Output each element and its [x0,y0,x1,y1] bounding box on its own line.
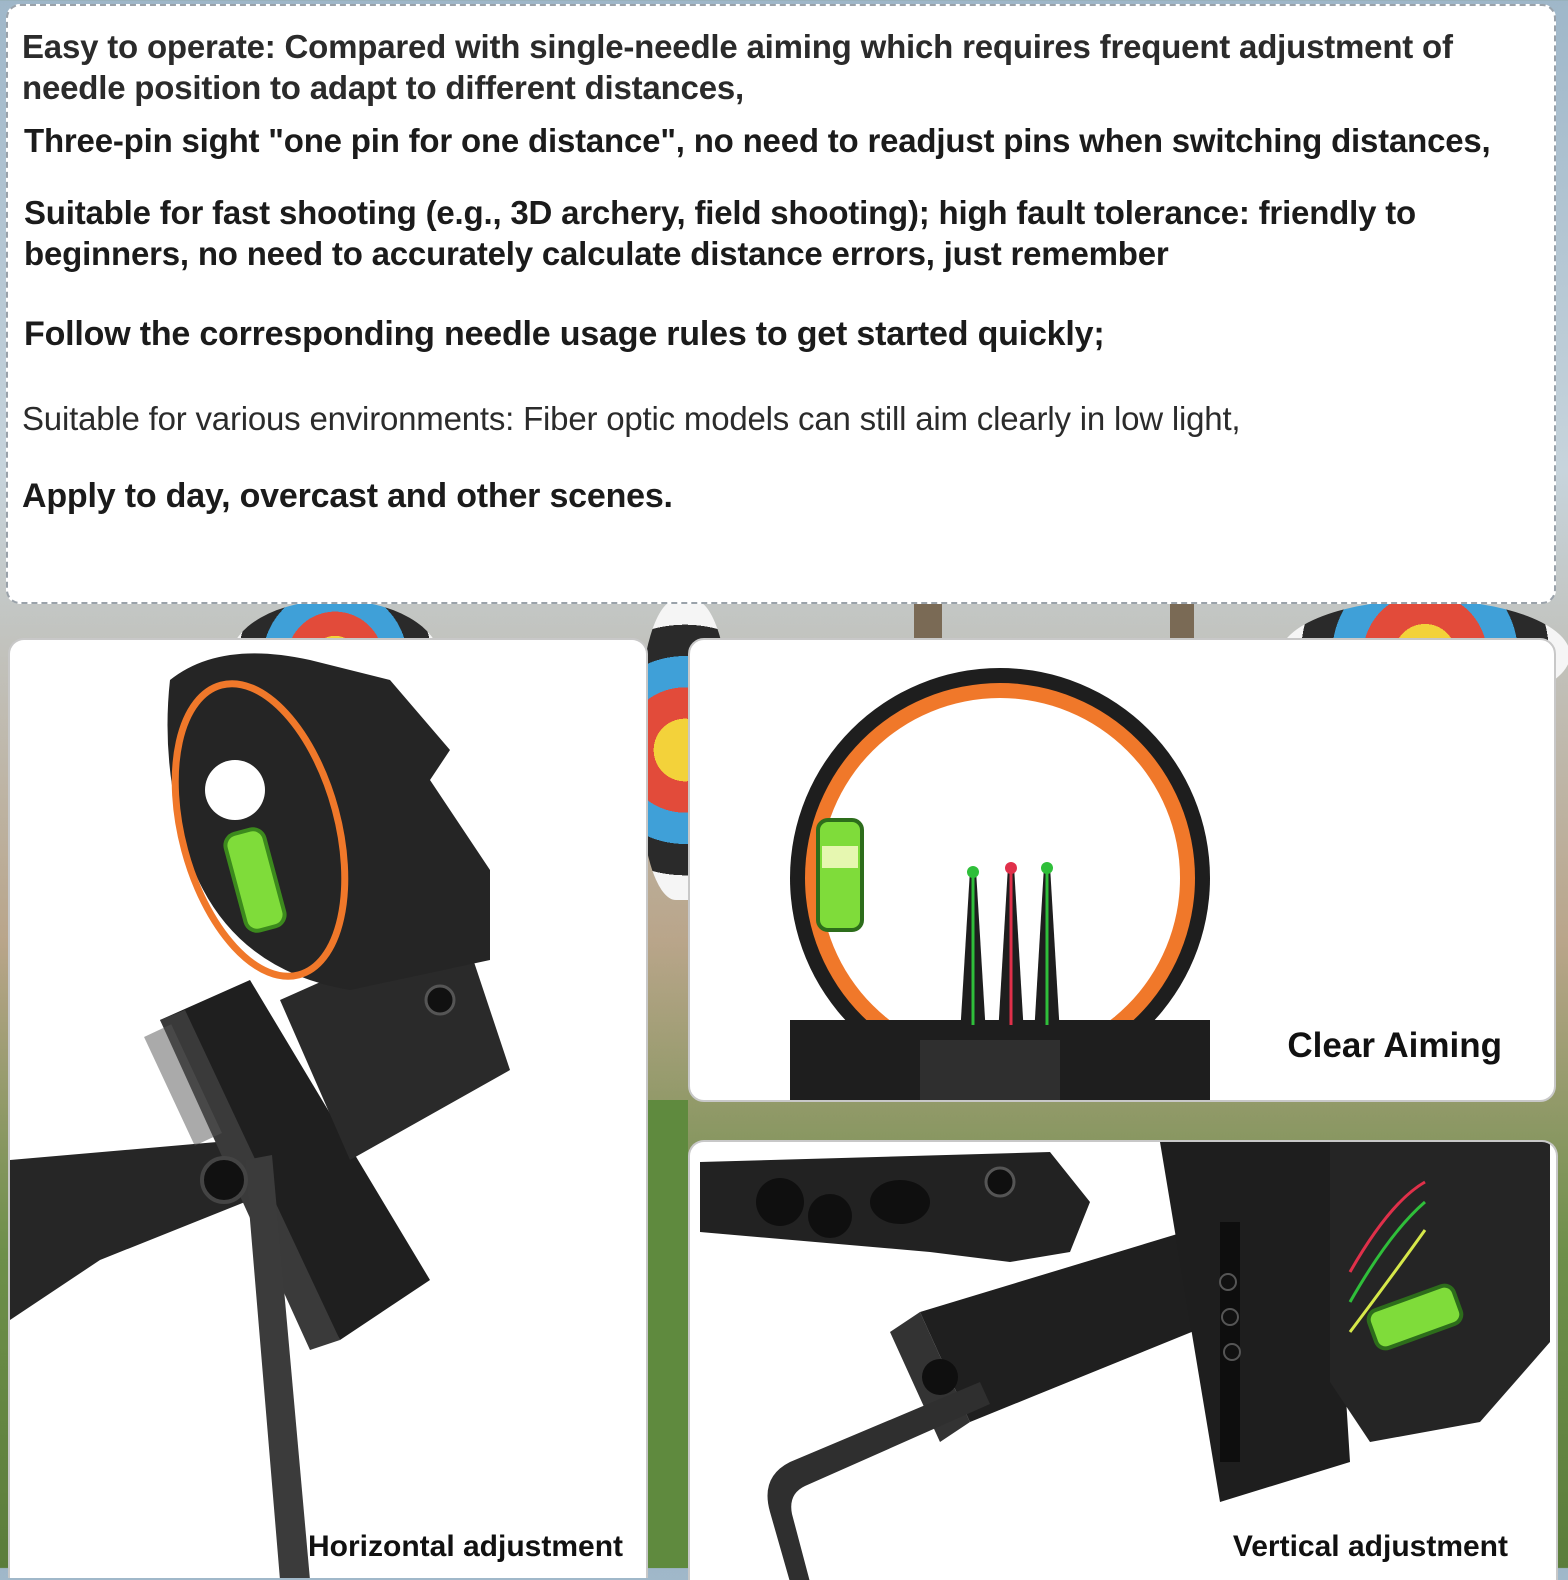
description-paragraph: Three-pin sight "one pin for one distance", no need to readjust pins when switching distances, [24,122,1491,159]
caption-vertical-adjustment: Vertical adjustment [1232,1530,1508,1563]
description-paragraph: Apply to day, overcast and other scenes. [22,477,673,515]
horizontal-adjustment-panel [8,638,648,1578]
clear-aiming-panel [688,638,1556,1102]
description-paragraph: Suitable for fast shooting (e.g., 3D archery, field shooting); high fault tolerance: friendly to beginners, no need to accurately calculate distance errors, just remember [24,194,1416,272]
background-post [914,600,942,640]
caption-horizontal-adjustment: Horizontal adjustment [308,1530,624,1563]
description-paragraph: Suitable for various environments: Fiber optic models can still aim clearly in low light, [22,400,1241,437]
bow-sight-side-view-icon [10,640,648,1578]
caption-clear-aiming: Clear Aiming [1287,1026,1502,1065]
description-card [6,4,1556,604]
description-paragraph: Follow the corresponding needle usage rules to get started quickly; [24,315,1105,353]
background-post [1170,600,1194,640]
vertical-adjustment-panel [688,1140,1558,1580]
bow-sight-mount-view-icon [690,1142,1558,1580]
description-paragraph: Easy to operate: Compared with single-needle aiming which requires frequent adjustment of needle position to adapt to different distances, [22,28,1453,106]
background-grass [648,1100,688,1568]
